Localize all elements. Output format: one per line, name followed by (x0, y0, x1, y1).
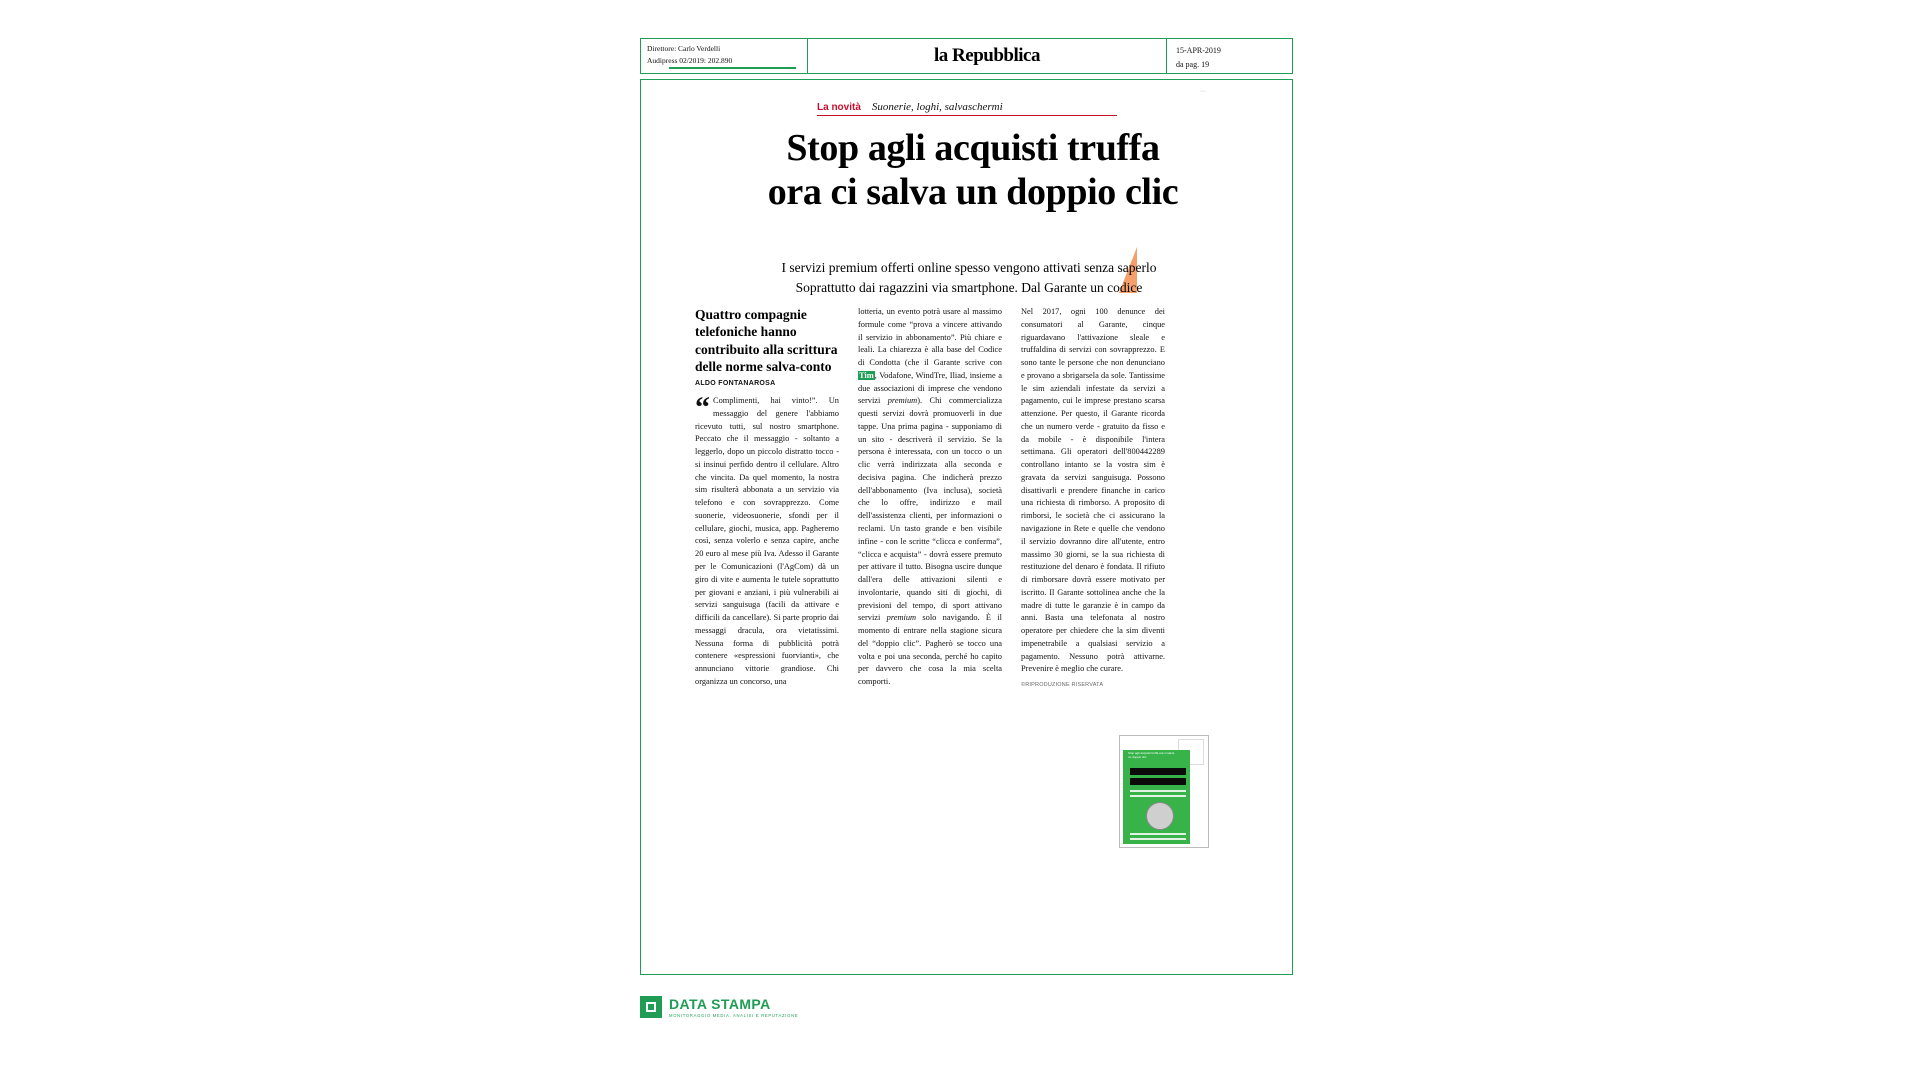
thumbnail-line-4 (1130, 838, 1186, 840)
column-1-body (695, 391, 839, 689)
page-title (693, 126, 1253, 214)
thumbnail-line-3 (1130, 833, 1186, 835)
article-frame (640, 79, 1293, 975)
top-crop-mark: ··· (1200, 89, 1206, 95)
column-3-body: Nel 2017, ogni 100 denunce dei consumatori al Garante, cinque riguardavano l'attivazione sleale e truffaldina di servizi con sovrapprezzo. E sono tante le persone che non denunciano e provano a sbrigarsela da sole. Tantissime le sim aziendali infestate da servizi a pagamento, cui le imprese prestano scarsa attenzione. Per questo, il Garante ricorda che un numero verde - gratuito da fisso e da mobile - è disponibile l'intera settimana. Gli operatori dell'800442289 controllano intanto se la vostra sim è gravata da servizi sanguisuga. Possono disattivarli e prendere finanche in carico una richiesta di rimborso. A proposito di rimborsi, le società che ci assicurano la navigazione in Rete e quelle che vendono il servizio dovranno dire all'utente, entro massimo 30 giorni, se la sua richiesta di restituzione del denaro è fondata. Il rifiuto di rimborsare dovrà essere motivato per iscritto. Il Garante sottolinea anche che la madre di tutte le garanzie è in campo da anni. Basta una telefonata al nostro operatore per chiedere che la sim diventi impenetrabile a qualsiasi servizio a pagamento. Nessuno potrà attivarne. Prevenire è meglio che curare. (1021, 307, 1165, 674)
footer-logo-text: DATA STAMPA (669, 995, 771, 1012)
tim-highlight: Tim (859, 370, 874, 380)
column-2-text-c: ). Chi commercializza questi servizi dovrà promuoverli in due tappe. Una prima pagina - supponiamo di un sito - descriverà il servizio. Se la persona è interessata, con un tocco o un clic verrà indirizzata alla seconda e decisiva pagina. Che indicherà prezzo dell'abbonamento (Iva inclusa), società che lo offre, indirizzo e mail dell'assistenza clienti, per informazioni o reclami. Un tasto grande e ben visibile infine - con le scritte “clicca e conferma”, “clicca e acquista” - dovrà essere premuto per attivare il tutto. Bisogna uscire dunque dall'era delle attivazioni silenti e involontarie, quando siti di giochi, di previsioni del tempo, di sport attivano servizi (858, 396, 1002, 623)
audipress-line: Audipress 02/2019: 202.890 (647, 55, 733, 65)
page-reference: da pag. 19 (1176, 60, 1210, 69)
column-2-body (858, 306, 1002, 689)
footer-underline (669, 67, 796, 69)
masthead-title: la Repubblica (934, 45, 1040, 66)
column-intro-title: Quattro compagnie telefoniche hanno contribuito alla scrittura delle norme salva-conto (695, 307, 838, 374)
kicker (817, 101, 1117, 116)
header-right-info (1166, 39, 1292, 73)
thumbnail-caption: Stop agli acquisti truffa ora ci salva un doppio clic (1128, 751, 1175, 759)
copyright-note: ©RIPRODUZIONE RISERVATA (1021, 682, 1104, 689)
newspaper-clipping-page (640, 38, 1295, 1038)
article-column-3 (1021, 306, 1165, 689)
headline-line-1: Stop agli acquisti truffa (786, 127, 1160, 169)
kicker-text: Suonerie, loghi, salvaschermi (871, 101, 1003, 113)
opening-quote-mark: “ (695, 391, 710, 425)
thumbnail-line-2 (1130, 795, 1186, 797)
thumbnail-green-page (1123, 750, 1190, 844)
publication-date: 15-APR-2019 (1176, 46, 1221, 55)
thumbnail-band-2 (1130, 778, 1186, 785)
footer-logo (640, 990, 800, 1024)
premium-italic-1: premium (887, 396, 918, 406)
clipping-header (640, 38, 1293, 74)
article-column-1 (695, 306, 839, 689)
standfirst (693, 258, 1245, 297)
article-columns (695, 306, 1187, 689)
article-column-2 (858, 306, 1002, 689)
premium-italic-2: premium (886, 613, 917, 623)
byline: ALDO FONTANAROSA (695, 380, 776, 388)
standfirst-line-1: I servizi premium offerti online spesso vengono attivati senza saperlo (781, 260, 1157, 275)
footer-logo-subtitle: MONITORAGGIO MEDIA, ANALISI E REPUTAZIONE (669, 1012, 799, 1018)
director-line: Direttore: Carlo Verdelli (647, 44, 721, 53)
column-2-text-a: lotteria, un evento potrà usare al massimo formule come “prova a vincere attivando il servizio in abbonamento”. Più chiare e leali. La chiarezza è alla base del Codice di Condotta (che il Garante scrive con (858, 307, 1002, 368)
masthead-container (808, 39, 1166, 73)
page-thumbnail (1119, 735, 1209, 848)
dropcap-letter: C (713, 396, 719, 406)
data-stampa-logo-icon (640, 996, 662, 1018)
headline-line-2: ora ci salva un doppio clic (767, 171, 1179, 214)
thumbnail-band-1 (1130, 768, 1186, 775)
kicker-label: La novità (817, 102, 861, 113)
column-2-text-d: solo navigando. È il momento di entrare nella stagione sicura del “doppio clic”. Pagherò se tocco una volta e poi una seconda, perché ho capito per davvero che cosa la mia scelta comporti. (858, 613, 1002, 687)
column-2-text-b: , Vodafone, WindTre, Iliad, insieme a due associazioni di imprese che vendono servizi (858, 370, 1002, 406)
thumbnail-line-1 (1130, 790, 1186, 792)
column-1-text: omplimenti, hai vinto!”. Un messaggio del genere l'abbiamo ricevuto tutti, sul nostro smartphone. Peccato che il messaggio - soltanto a leggerlo, dopo un piccolo distratto tocco - si insinui perfido dentro il cellulare. Altro che vincita. Da quel momento, la nostra sim risulterà abbonata a un servizio via telefono e con sovrapprezzo. Come suonerie, videosuonerie, sfondi per il cellulare, giochi, musica, app. Pagheremo così, senza volerlo e senza capire, anche 20 euro al mese più Iva. Adesso il Garante per le Comunicazioni (l'AgCom) dà un giro di vite e aumenta le tutele soprattutto per giovani e anziani, i più vulnerabili ai servizi sanguisuga (facili da attivare e difficili da cancellare). Si parte proprio dai messaggi dracula, ora vietatissimi. Nessuna forma di pubblicità potrà contenere «espressioni fuorvianti», che annunciano vittorie grandiose. Chi organizza un concorso, una (695, 396, 839, 686)
thumbnail-photo-circle (1146, 802, 1174, 830)
standfirst-line-2: Soprattutto dai ragazzini via smartphone. Dal Garante un codice (795, 279, 1143, 295)
